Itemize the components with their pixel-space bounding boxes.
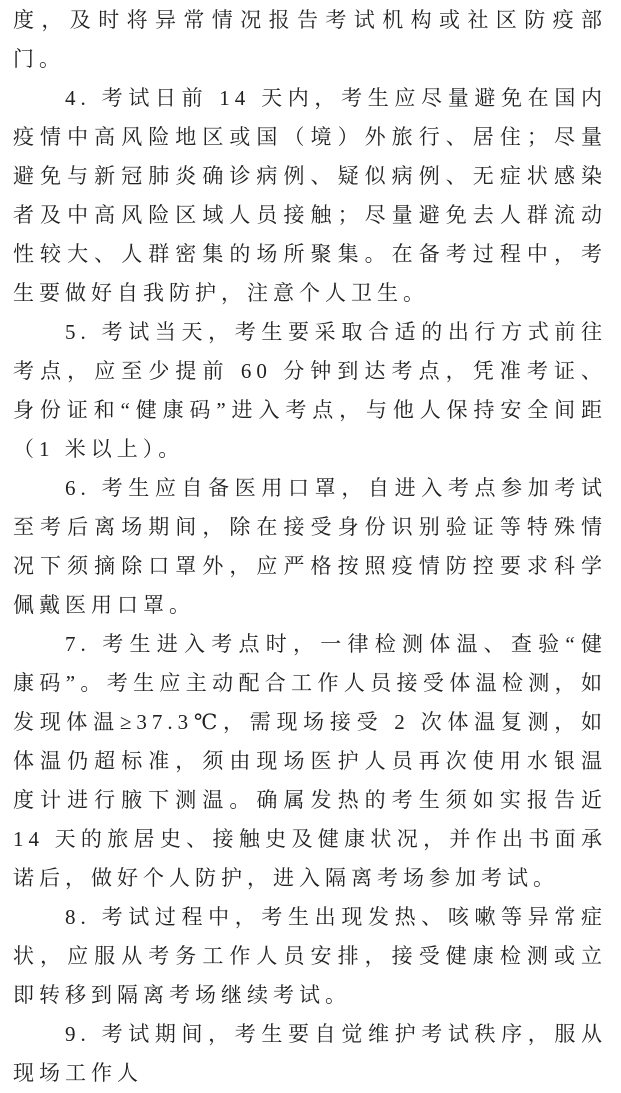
paragraph-item-8: 8. 考试过程中，考生出现发热、咳嗽等异常症状，应服从考务工作人员安排，接受健康检测或立即转移到隔离考场继续考试。 <box>13 905 607 1007</box>
paragraph-item-5: 5. 考试当天，考生要采取合适的出行方式前往考点，应至少提前 60 分钟到达考点，凭准考证、身份证和“健康码”进入考点，与他人保持安全间距（1 米以上）。 <box>13 320 607 461</box>
paragraph-item-6: 6. 考生应自备医用口罩，自进入考点参加考试至考后离场期间，除在接受身份识别验证等特殊情况下须摘除口罩外，应严格按照疫情防控要求科学佩戴医用口罩。 <box>13 476 607 617</box>
paragraph-continuation: 度，及时将异常情况报告考试机构或社区防疫部门。 <box>13 8 607 71</box>
paragraph-item-9: 9. 考试期间，考生要自觉维护考试秩序，服从现场工作人 <box>13 1022 607 1085</box>
paragraph-item-7: 7. 考生进入考点时，一律检测体温、查验“健康码”。考生应主动配合工作人员接受体温检测，如发现体温≥37.3℃，需现场接受 2 次体温复测，如体温仍超标准，须由现场医护人员再次使用水银温度计进行腋下测温。确属发热的考生须如实报告近 14 天的旅居史、接触史及健康状况，并作出书面承诺后，做好个人防护，进入隔离考场参加考试。 <box>13 632 607 890</box>
paragraph-item-4: 4. 考试日前 14 天内，考生应尽量避免在国内疫情中高风险地区或国（境）外旅行、居住；尽量避免与新冠肺炎确诊病例、疑似病例、无症状感染者及中高风险区域人员接触；尽量避免去人群流动性较大、人群密集的场所聚集。在备考过程中，考生要做好自我防护，注意个人卫生。 <box>13 86 607 305</box>
